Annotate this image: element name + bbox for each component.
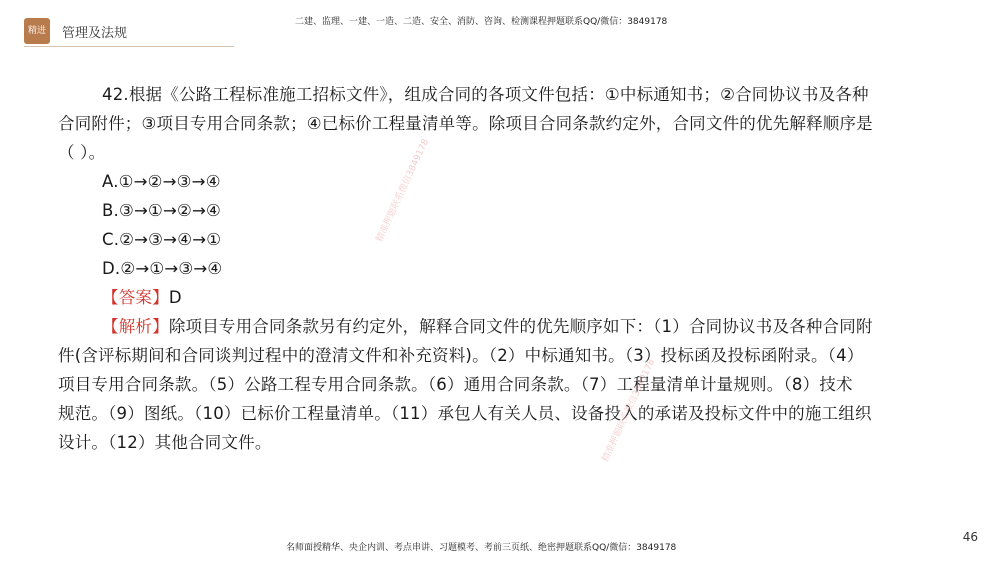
question-stem-line-3: （ ）。 [58,143,106,162]
analysis-line-3: 项目专用合同条款。（5）公路工程专用合同条款。（6）通用合同条款。（7）工程量清单计量规则。（8）技术 [58,375,853,394]
analysis-text-1: 除项目专用合同条款另有约定外，解释合同文件的优先顺序如下：（1）合同协议书及各种合同附 [168,317,873,336]
answer-value: D [168,288,182,307]
option-b: B.③→①→②→④ [102,201,222,220]
page-number: 46 [962,530,978,544]
analysis-line-2: 件(含评标期间和合同谈判过程中的澄清文件和补充资料)。（2）中标通知书。（3）投标函及投标函附录。（4） [58,346,864,365]
analysis-line-5: 设计。（12）其他合同文件。 [58,433,272,452]
option-d: D.②→①→③→④ [102,259,223,278]
question-stem-line-1: 42.根据《公路工程标准施工招标文件》，组成合同的各项文件包括：①中标通知书；②合同协议书及各种 [102,85,869,104]
question-stem-line-2: 合同附件；③项目专用合同条款；④已标价工程量清单等。除项目合同条款约定外，合同文件的优先解释顺序是 [58,114,873,133]
analysis-line-1 [58,312,948,341]
answer-label: 【答案】 [102,288,169,307]
analysis-label: 【解析】 [102,317,169,336]
watermark-2: 精准押题联系微信3849178 [600,357,658,464]
question-block [58,80,948,457]
section-title: 管理及法规 [62,26,128,41]
option-c: C.②→③→④→① [102,230,222,249]
logo: 精进 [24,18,50,44]
option-a: A.①→②→③→④ [102,172,221,191]
header-ad-text: 二建、监理、一建、一造、二造、安全、消防、咨询、检测课程押题联系QQ/微信：3849178 [295,17,668,27]
footer-ad-text: 名师面授精华、央企内训、考点串讲、习题模考、考前三页纸、绝密押题联系QQ/微信：3849178 [286,543,677,553]
answer-line [58,283,948,312]
watermark-1: 精准押题联系微信3849178 [374,137,432,244]
analysis-line-4: 规范。（9）图纸。（10）已标价工程量清单。（11）承包人有关人员、设备投入的承诺及投标文件中的施工组织 [58,404,872,423]
header-divider [24,46,234,47]
